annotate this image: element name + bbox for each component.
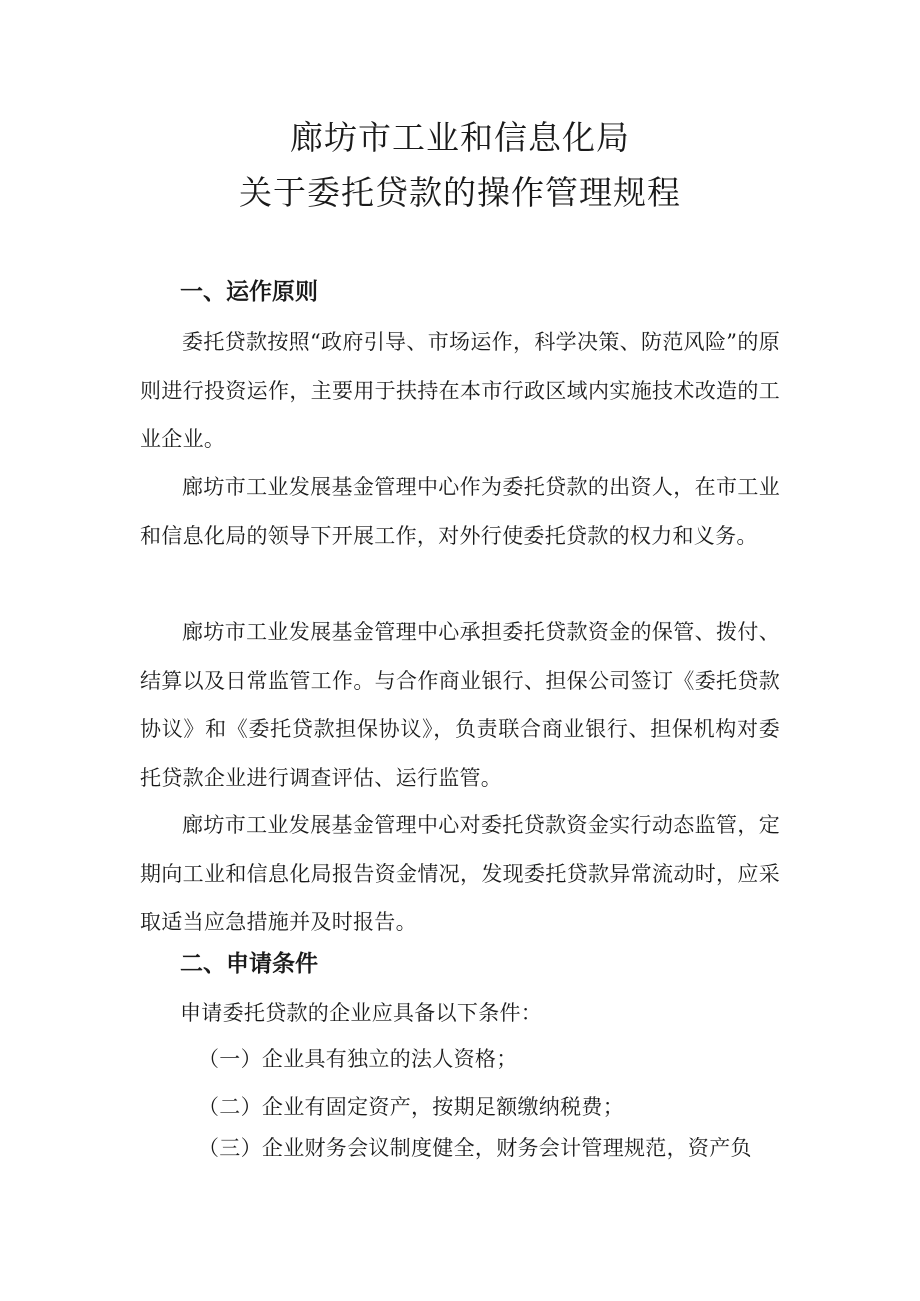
section-heading-application-conditions: 二、申请条件	[180, 951, 318, 977]
condition-item: （三）企业财务会议制度健全，财务会计管理规范，资产负	[198, 1136, 752, 1160]
paragraph: 廊坊市工业发展基金管理中心承担委托贷款资金的保管、拨付、结算以及日常监管工作。与合作商业银行、担保公司签订《委托贷款协议》和《委托贷款担保协议》，负责联合商业银行、担保机构对委托贷款企业进行调查评估、运行监管。	[140, 620, 780, 790]
document-title-line-1: 廊坊市工业和信息化局	[290, 118, 630, 157]
document-title-line-2: 关于委托贷款的操作管理规程	[239, 173, 681, 212]
paragraph: 廊坊市工业发展基金管理中心对委托贷款资金实行动态监管，定期向工业和信息化局报告资金情况，发现委托贷款异常流动时，应采取适当应急措施并及时报告。	[140, 813, 780, 934]
conditions-intro: 申请委托贷款的企业应具备以下条件：	[180, 1001, 543, 1025]
paragraph: 委托贷款按照“政府引导、市场运作，科学决策、防范风险”的原则进行投资运作，主要用于扶持在本市行政区域内实施技术改造的工业企业。	[140, 330, 780, 451]
condition-item: （二）企业有固定资产，按期足额缴纳税费；	[198, 1095, 624, 1119]
paragraph: 廊坊市工业发展基金管理中心作为委托贷款的出资人，在市工业和信息化局的领导下开展工作，对外行使委托贷款的权力和义务。	[140, 475, 780, 548]
condition-item: （一）企业具有独立的法人资格；	[198, 1047, 518, 1071]
section-heading-operating-principles: 一、运作原则	[180, 279, 318, 305]
